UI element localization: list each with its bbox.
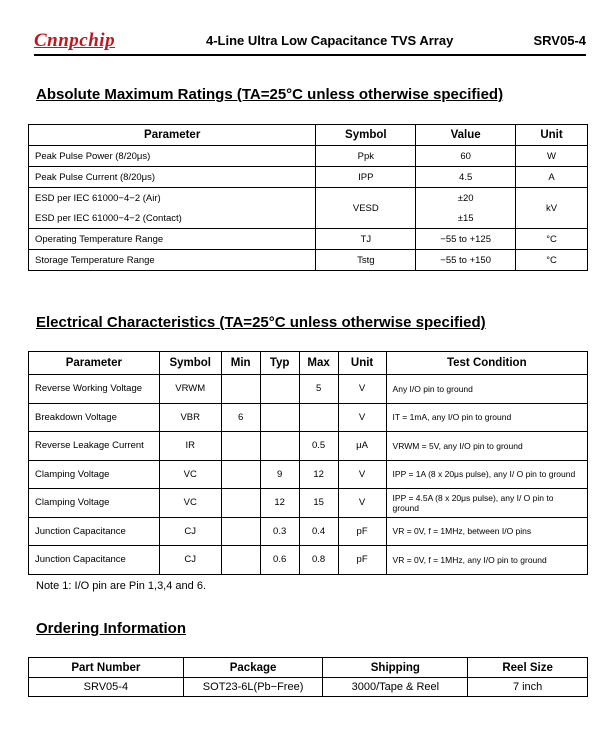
param-cell: Clamping Voltage [29,460,160,489]
col-header: Parameter [29,125,316,146]
table-row [29,489,588,518]
table-row [29,678,588,697]
part-number-header: SRV05-4 [533,33,586,48]
max-cell: 5 [299,375,338,404]
table-row [29,250,588,271]
min-cell [221,375,260,404]
shipping-cell: 3000/Tape & Reel [323,678,468,697]
table-row [29,460,588,489]
param-cell: Junction Capacitance [29,517,160,546]
max-cell: 0.5 [299,432,338,461]
abs-max-table [28,124,588,271]
footnote: Note 1: I/O pin are Pin 1,3,4 and 6. [36,580,206,592]
min-cell [221,546,260,575]
unit-cell: V [338,460,386,489]
document-title: 4-Line Ultra Low Capacitance TVS Array [206,33,454,48]
param-cell: ESD per IEC 61000−4−2 (Contact) [29,208,316,229]
col-header: Unit [338,352,386,375]
symbol-cell: VC [159,460,221,489]
symbol-cell: IPP [316,167,416,188]
abs-max-title: Absolute Maximum Ratings (TA=25°C unless otherwise specified) [36,86,504,103]
unit-cell: μA [338,432,386,461]
symbol-cell: Ppk [316,146,416,167]
condition-cell: VRWM = 5V, any I/O pin to ground [386,432,587,461]
param-cell: Peak Pulse Current (8/20μs) [29,167,316,188]
min-cell [221,432,260,461]
table-row [29,167,588,188]
typ-cell [260,375,299,404]
col-header: Min [221,352,260,375]
param-cell: Operating Temperature Range [29,229,316,250]
ordering-title: Ordering Information [36,620,186,637]
value-cell: −55 to +150 [416,250,516,271]
symbol-cell: VESD [316,188,416,229]
symbol-cell: VRWM [159,375,221,404]
param-cell: Breakdown Voltage [29,403,160,432]
col-header: Package [183,658,323,678]
max-cell: 12 [299,460,338,489]
table-header-row [29,352,588,375]
value-cell: 4.5 [416,167,516,188]
min-cell: 6 [221,403,260,432]
condition-cell: VR = 0V, f = 1MHz, any I/O pin to ground [386,546,587,575]
condition-cell: Any I/O pin to ground [386,375,587,404]
col-header: Value [416,125,516,146]
reel-size-cell: 7 inch [468,678,588,697]
param-cell: Clamping Voltage [29,489,160,518]
unit-cell: pF [338,546,386,575]
max-cell: 15 [299,489,338,518]
table-header-row [29,658,588,678]
table-row [29,432,588,461]
value-cell: −55 to +125 [416,229,516,250]
unit-cell: V [338,403,386,432]
symbol-cell: CJ [159,546,221,575]
param-cell: Reverse Working Voltage [29,375,160,404]
unit-cell: pF [338,517,386,546]
min-cell [221,489,260,518]
package-cell: SOT23-6L(Pb−Free) [183,678,323,697]
table-row [29,146,588,167]
max-cell: 0.8 [299,546,338,575]
max-cell [299,403,338,432]
value-cell: ±20 [416,188,516,209]
typ-cell [260,403,299,432]
col-header: Max [299,352,338,375]
typ-cell: 12 [260,489,299,518]
table-row [29,517,588,546]
ordering-table [28,657,588,697]
col-header: Shipping [323,658,468,678]
col-header: Typ [260,352,299,375]
col-header: Part Number [29,658,184,678]
col-header: Symbol [316,125,416,146]
unit-cell: V [338,489,386,518]
symbol-cell: Tstg [316,250,416,271]
table-row [29,229,588,250]
unit-cell: kV [516,188,588,229]
symbol-cell: VBR [159,403,221,432]
page-header [34,28,586,56]
typ-cell: 9 [260,460,299,489]
typ-cell: 0.6 [260,546,299,575]
param-cell: Reverse Leakage Current [29,432,160,461]
part-number-cell: SRV05-4 [29,678,184,697]
unit-cell: A [516,167,588,188]
col-header: Reel Size [468,658,588,678]
value-cell: ±15 [416,208,516,229]
param-cell: ESD per IEC 61000−4−2 (Air) [29,188,316,209]
col-header: Symbol [159,352,221,375]
max-cell: 0.4 [299,517,338,546]
col-header: Parameter [29,352,160,375]
unit-cell: W [516,146,588,167]
table-row [29,188,588,209]
typ-cell: 0.3 [260,517,299,546]
unit-cell: °C [516,250,588,271]
typ-cell [260,432,299,461]
table-header-row [29,125,588,146]
table-row [29,403,588,432]
condition-cell: IT = 1mA, any I/O pin to ground [386,403,587,432]
symbol-cell: IR [159,432,221,461]
col-header: Unit [516,125,588,146]
min-cell [221,460,260,489]
unit-cell: °C [516,229,588,250]
col-header: Test Condition [386,352,587,375]
symbol-cell: TJ [316,229,416,250]
param-cell: Junction Capacitance [29,546,160,575]
elec-table [28,351,588,575]
param-cell: Storage Temperature Range [29,250,316,271]
condition-cell: IPP = 1A (8 x 20μs pulse), any I/ O pin to ground [386,460,587,489]
table-row [29,546,588,575]
param-cell: Peak Pulse Power (8/20μs) [29,146,316,167]
value-cell: 60 [416,146,516,167]
symbol-cell: VC [159,489,221,518]
min-cell [221,517,260,546]
table-row [29,375,588,404]
condition-cell: VR = 0V, f = 1MHz, between I/O pins [386,517,587,546]
company-logo: Cnnpchip [34,30,116,51]
unit-cell: V [338,375,386,404]
symbol-cell: CJ [159,517,221,546]
table-row [29,208,588,229]
elec-title: Electrical Characteristics (TA=25°C unless otherwise specified) [36,314,486,331]
condition-cell: IPP = 4.5A (8 x 20μs pulse), any I/ O pin to ground [386,489,587,518]
